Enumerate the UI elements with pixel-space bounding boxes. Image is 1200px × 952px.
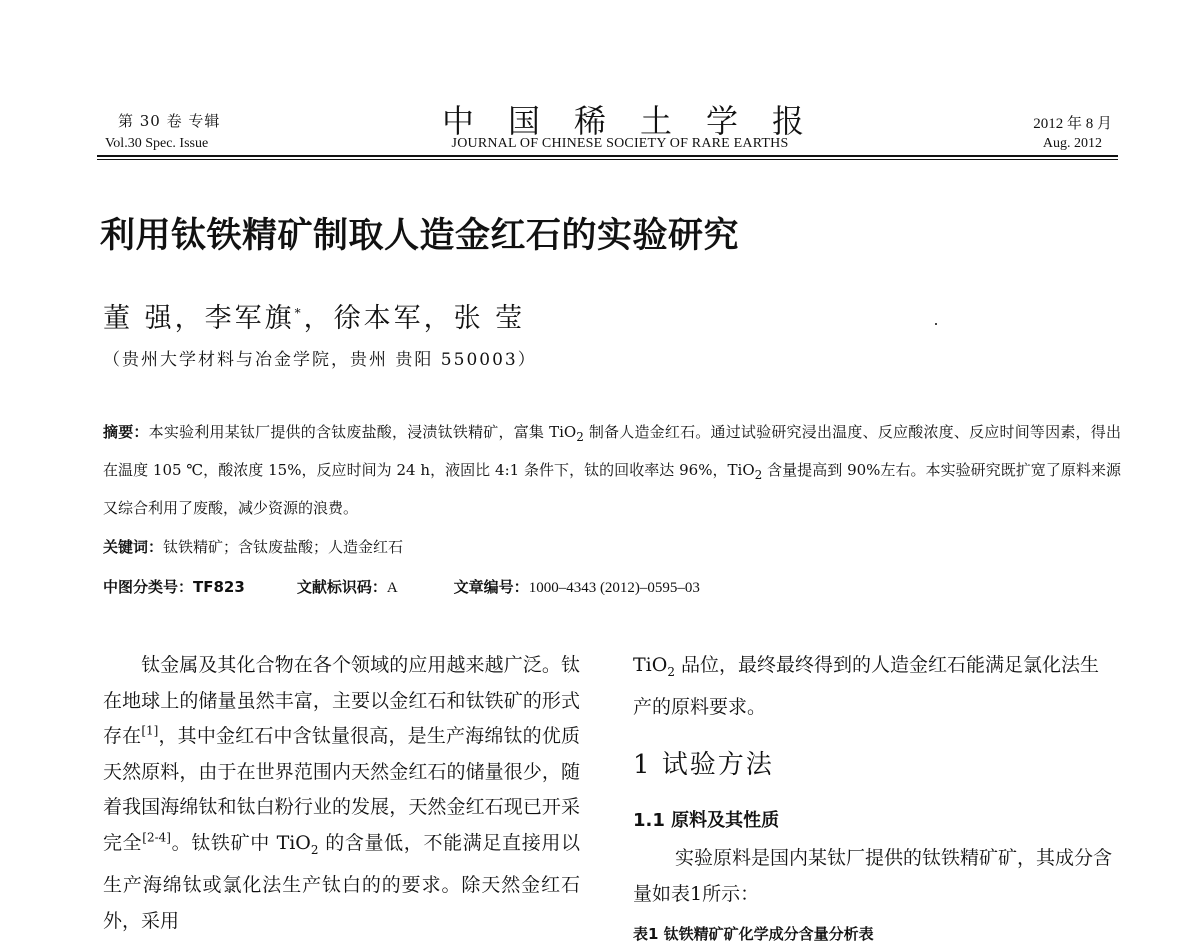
body-paragraph (633, 840, 1113, 912)
doc-code-value: A (386, 580, 398, 596)
author-separator: ， (303, 303, 334, 334)
citation-ref[interactable]: [1] (141, 723, 159, 738)
header-rule-thin (97, 159, 1118, 160)
author: 李军旗 (204, 303, 295, 334)
citation-ref[interactable]: [2-4] (142, 830, 171, 845)
clc-label: 中图分类号： (103, 578, 194, 596)
body-text: 实验原料是国内某钛厂提供的钛铁精矿矿，其成分含量如表1所示： (633, 847, 1113, 905)
article-no-value: 1000–4343 (2012)–0595–03 (528, 580, 700, 596)
issue-date-en: Aug. 2012 (1042, 136, 1102, 151)
article-title: 利用钛铁精矿制取人造金红石的实验研究 (100, 216, 740, 256)
doc-code-label: 文献标识码： (296, 578, 387, 596)
body-text: 钛金属及其化合物在各个领域的应用越来越广泛。钛在地球上的储量虽然丰富，主要以金红石和钛铁矿的形式存在 (103, 654, 580, 748)
abstract-text: 含量提高到 90%左右。本实验研究既扩宽了原料来源又综合利用了废酸，减少资源的浪费。 (103, 461, 1121, 517)
corresponding-author-mark: * (294, 306, 304, 320)
body-text: 的含量低，不能满足直接用以生产海绵钛或氯化法生产钛白的的要求。除天然金红石外，采用 (103, 831, 580, 932)
subsection-heading-1-1: 1.1 原料及其性质 (633, 810, 780, 831)
author-separator: ， (174, 303, 205, 334)
article-no-label: 文章编号： (453, 578, 529, 596)
abstract-text: 制备人造金红石。通过试验研究浸出温度、反应酸浓度、反应时间等因素，得出在温度 105 ℃，酸浓度 15%，反应时间为 24 h，液固比 4:1 条件下，钛的回收率达 96%， (103, 423, 1121, 479)
keywords (103, 536, 403, 557)
abstract-label: 摘要： (103, 423, 149, 441)
body-text: 品位，最终最终得到的人造金红石能满足氯化法生产的原料要求。 (633, 654, 1100, 719)
body-column-right (633, 648, 1113, 726)
affiliation: （贵州大学材料与冶金学院，贵州 贵阳 550003） (103, 350, 537, 370)
formula-tio2: TiO$_2$ (549, 423, 584, 444)
scan-artifact (935, 323, 937, 325)
author: 董 强 (103, 303, 175, 334)
section-heading-1: 1 试验方法 (633, 750, 774, 780)
body-text: 。钛铁矿中 (170, 831, 277, 854)
author: 张 莹 (453, 303, 526, 334)
keywords-text: 钛铁精矿；含钛废盐酸；人造金红石 (163, 538, 404, 556)
issue-date-cn: 2012 年 8 月 (1033, 116, 1112, 132)
journal-title-cn: 中国稀土学报 (441, 102, 838, 140)
author-separator: ， (423, 303, 454, 334)
journal-title-en: JOURNAL OF CHINESE SOCIETY OF RARE EARTHS (451, 136, 789, 151)
volume-issue-en: Vol.30 Spec. Issue (105, 136, 209, 151)
formula-tio2: TiO$_2$ (633, 654, 675, 679)
table-caption: 表1 钛铁精矿矿化学成分含量分析表 (633, 925, 874, 943)
clc-value: TF823 (193, 578, 245, 596)
body-text: ，其中金红石中含钛量很高，是生产海绵钛的优质天然原料，由于在世界范围内天然金红石的储量很少，随着我国海绵钛和钛白粉行业的发展，天然金红石现已开采完全 (103, 725, 580, 854)
formula-tio2: TiO$_2$ (276, 831, 319, 857)
abstract (103, 416, 1121, 525)
body-column-left (103, 648, 580, 940)
keywords-label: 关键词： (103, 538, 164, 556)
author: 徐本军 (333, 303, 424, 334)
header-rule-thick (97, 155, 1118, 157)
formula-tio2: TiO$_2$ (727, 461, 763, 482)
author-list (103, 296, 525, 335)
abstract-text: 本实验利用某钛厂提供的含钛废盐酸，浸渍钛铁精矿，富集 (148, 423, 550, 441)
volume-issue-cn: 第 30 卷 专辑 (118, 112, 221, 130)
classification-line (103, 576, 700, 597)
